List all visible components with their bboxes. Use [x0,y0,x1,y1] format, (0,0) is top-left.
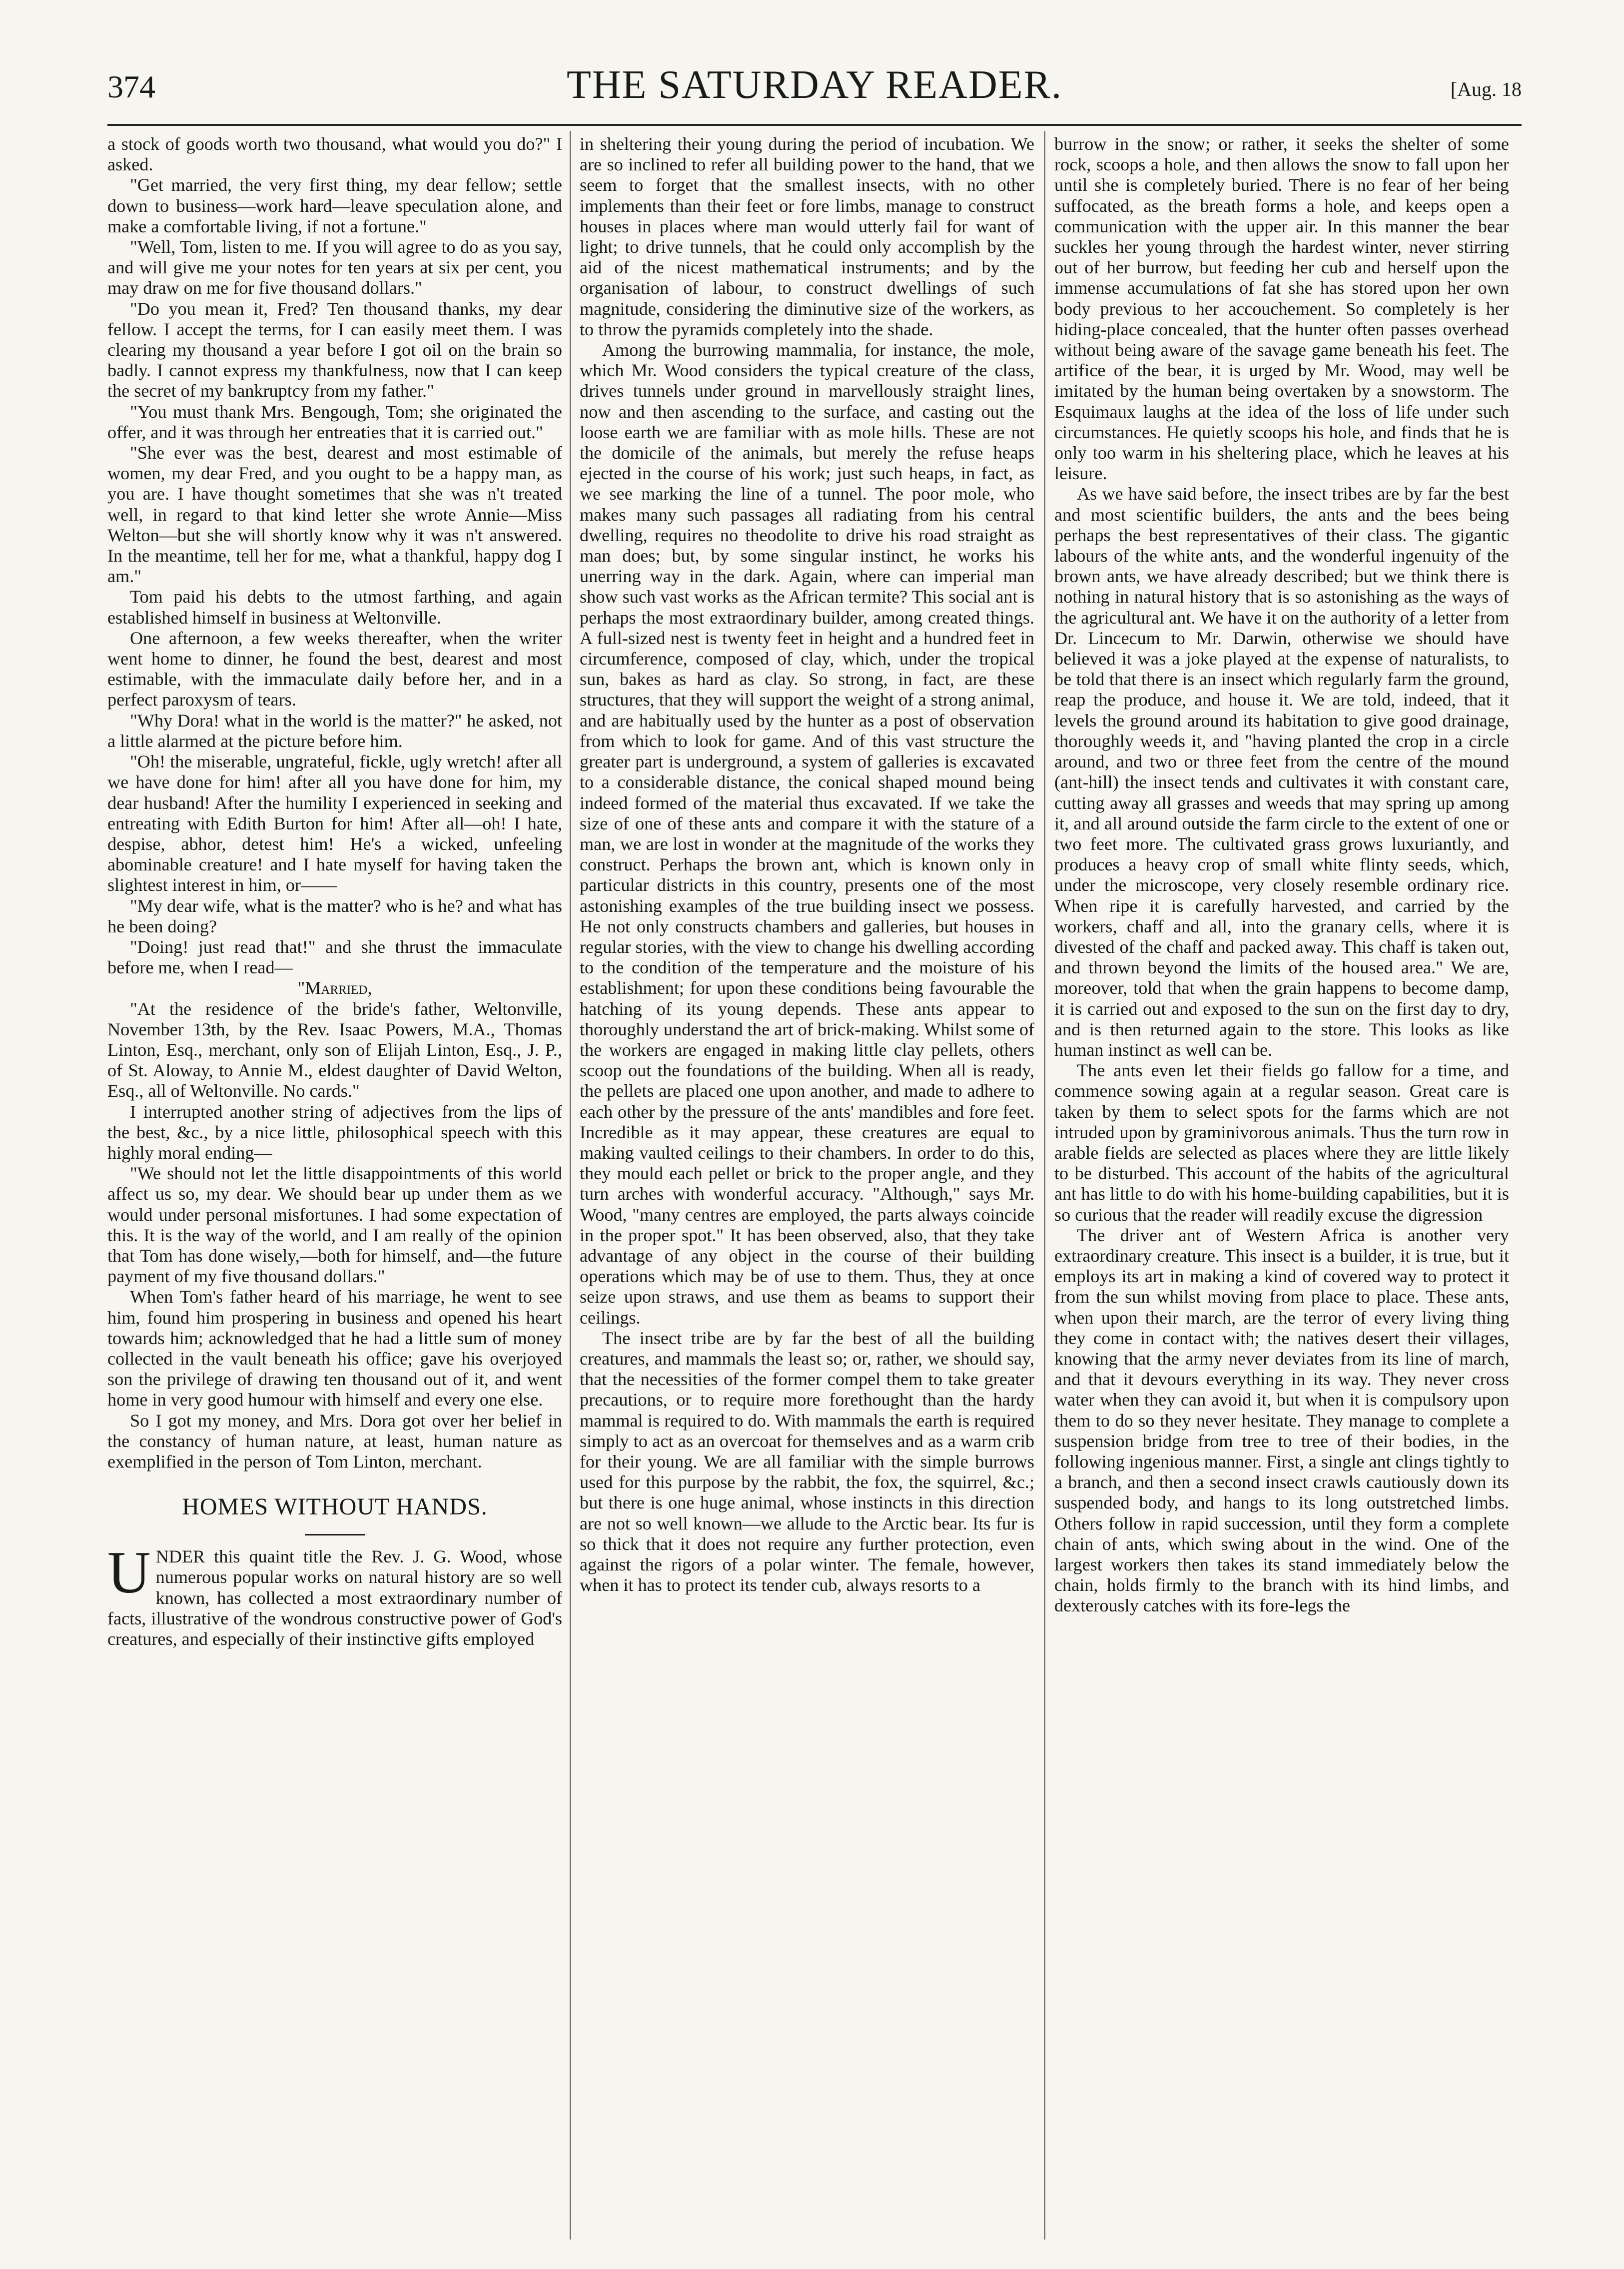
story-paragraph: "Do you mean it, Fred? Ten thousand thanks, my dear fellow. I accept the terms, for I can easily meet them. I was clearing my thousand a year before I got oil on the brain so badly. I cannot express my thankfulness, now that I can keep the secret of my bankruptcy from my father." [107,298,562,401]
story-paragraph: One afternoon, a few weeks thereafter, when the writer went home to dinner, he found the best, dearest and most estimable, with the immaculate daily before her, and in a perfect paroxysm of tears. [107,628,562,710]
article-opening-paragraph [107,1539,562,1649]
article-paragraph: The driver ant of Western Africa is another very extraordinary creature. This insect is a builder, it is true, but it employs its art in making a kind of covered way to protect it from the sun whilst moving from place to place. These ants, when upon their march, are the terror of every living thing they come in contact with; the natives desert their villages, knowing that the army never deviates from its line of march, and that it devours everything in its way. They never cross water when they can avoid it, but when it is compulsory upon them to do so they never hesitate. They manage to complete a suspension bridge from tree to tree of their bodies, in the following ingenious manner. First, a single ant clings tightly to a branch, and then a second insect crawls cautiously down its suspended body, and hangs to its long outstretched limbs. Others follow in rapid succession, until they form a complete chain of ants, which swing about in the wind. One of the largest workers then takes its stand immediately below the chain, holds firmly to the branch with its hind limbs, and dexterously catches with its fore-legs the [1054,1225,1509,1616]
story-paragraph: When Tom's father heard of his marriage, he went to see him, found him prospering in business and opened his heart towards him; acknowledged that he had a little sum of money collected in the vault beneath his office; gave his overjoyed son the privilege of drawing ten thousand out of it, and went home in very good humour with himself and every one else. [107,1287,562,1410]
article-title: HOMES WITHOUT HANDS. [182,1494,488,1520]
story-paragraph: "She ever was the best, dearest and most estimable of women, my dear Fred, and you ought to be a happy man, as you are. I have thought sometimes that she was n't treated well, in regard to that kind letter she wrote Annie—Miss Welton—but she will shortly know why it was n't answered. In the meantime, tell her for me, what a thankful, happy dog I am." [107,443,562,587]
story-paragraph: "Why Dora! what in the world is the matter?" he asked, not a little alarmed at the picture before him. [107,710,562,751]
publication-title: THE SATURDAY READER. [567,63,1062,107]
header-rule [107,124,1522,126]
article-paragraph: The ants even let their fields go fallow for a time, and commence sowing again at a regular season. Great care is taken by them to select spots for the farms which are not intruded upon by graminivorous animals. Thus the turn row in arable fields are selected as places where they are little likely to be disturbed. This account of the habits of the agricultural ant has little to do with his home-building capabilities, but it is so curious that the reader will readily excuse the digression [1054,1060,1509,1225]
column-divider-2 [1044,131,1045,2240]
story-paragraph: "You must thank Mrs. Bengough, Tom; she originated the offer, and it was through her entreaties that it is carried out." [107,401,562,442]
issue-date: [Aug. 18 [1450,78,1522,100]
title-rule [305,1534,365,1535]
article-paragraph: burrow in the snow; or rather, it seeks the shelter of some rock, scoops a hole, and then allows the snow to fall upon her until she is completely buried. There is no fear of her being suffocated, as the breath forms a hole, and keeps open a communication with the upper air. In this manner the bear suckles her young through the hardest winter, never stirring out of her burrow, but feeding her cub and herself upon the immense accumulations of fat she has stored upon her own body previous to her accouchement. So completely is her hiding-place concealed, that the hunter often passes overhead without being aware of the savage game beneath his feet. The artifice of the bear, it is urged by Mr. Wood, may well be imitated by the human being overtaken by a snowstorm. The Esquimaux laughs at the idea of the loss of life under such circumstances. He quietly scoops his hole, and finds that he is only too warm in his sheltering place, which he leaves at his leisure. [1054,134,1509,484]
story-paragraph: "My dear wife, what is the matter? who is he? and what has he been doing? [107,895,562,936]
page-number: 374 [107,69,155,104]
article-paragraph: The insect tribe are by far the best of all the building creatures, and mammals the least so; or, rather, we should say, that the necessities of the former compel them to take greater precautions, or to require more forethought than the hardy mammal is required to do. With mammals the earth is required simply to act as an overcoat for themselves and as a warm crib for their young. We are all familiar with the simple burrows used for this purpose by the rabbit, the fox, the squirrel, &c.; but there is one huge animal, whose instincts in this direction are not so well known—we allude to the Arctic bear. Its fur is so thick that it does not require any further protection, even against the rigors of a polar winter. The female, however, when it has to protect its tender cub, always resorts to a [580,1328,1034,1595]
column-divider-1 [570,131,571,2240]
story-paragraph: a stock of goods worth two thousand, what would you do?" I asked. [107,134,562,175]
story-paragraph: I interrupted another string of adjectives from the lips of the best, &c., by a nice little, philosophical speech with this highly moral ending— [107,1101,562,1163]
story-paragraph: Tom paid his debts to the utmost farthing, and again established himself in business at Weltonville. [107,587,562,628]
column-3 [1054,134,1509,2245]
story-paragraph: "Oh! the miserable, ungrateful, fickle, ugly wretch! after all we have done for him! after all you have done for him, my dear husband! After the humility I experienced in seeking and entreating with Edith Burton for him! After all—oh! I hate, despise, abhor, detest him! He's a wicked, unfeeling abominable creature! and I hate myself for having taken the slightest interest in him, or—— [107,752,562,895]
column-2 [580,134,1034,2245]
story-paragraph: So I got my money, and Mrs. Dora got over her belief in the constancy of human nature, at least, human nature as exemplified in the person of Tom Linton, merchant. [107,1410,562,1472]
story-paragraph: "Doing! just read that!" and she thrust the immaculate before me, when I read— [107,936,562,978]
article-paragraph: in sheltering their young during the period of incubation. We are so inclined to refer all building power to the hand, that we seem to forget that the smallest insects, with no other implements than their feet or fore limbs, manage to construct houses in places where man would utterly fail for want of light; to drive tunnels, that he could only accomplish by the aid of the nicest mathematical instruments; and by the organisation of labour, to construct dwellings of such magnitude, considering the diminutive size of the workers, as to throw the pyramids completely into the shade. [580,134,1034,339]
story-paragraph: "We should not let the little disappointments of this world affect us so, my dear. We should bear up under them as we would under personal misfortunes. I had some expectation of this. It is the way of the world, and I am really of the opinion that Tom has done wisely,—both for himself, and—the future payment of my five thousand dollars." [107,1163,562,1287]
story-paragraph: "Well, Tom, listen to me. If you will agree to do as you say, and will give me your notes for ten years at six per cent, you may draw on me for five thousand dollars." [107,237,562,298]
drop-cap: U [107,1539,151,1606]
story-paragraph: "Get married, the very first thing, my dear fellow; settle down to business—work hard—leave speculation alone, and make a comfortable living, if not a fortune." [107,175,562,236]
opening-text: NDER this quaint title the Rev. J. G. Wood, whose numerous popular works on natural history are so well known, has collected a most extraordinary number of facts, illustrative of the wondrous constructive power of God's creatures, and especially of their instinctive gifts employed [107,1546,562,1649]
marriage-notice: "At the residence of the bride's father, Weltonville, November 13th, by the Rev. Isaac Powers, M.A., Thomas Linton, Esq., merchant, only son of Elijah Linton, Esq., J. P., of St. Aloway, to Annie M., eldest daughter of David Welton, Esq., all of Weltonville. No cards." [107,998,562,1101]
article-paragraph: As we have said before, the insect tribes are by far the best and most scientific builders, the ants and the bees being perhaps the best representatives of their class. The gigantic labours of the white ants, and the wonderful ingenuity of the brown ants, we have already described; but we think there is nothing in natural history that is so astonishing as the ways of the agricultural ant. We have it on the authority of a letter from Dr. Lincecum to Mr. Darwin, otherwise we should have believed it was a joke played at the expense of naturalists, to be told that there is an insect which regularly farm the ground, reap the produce, and house it. We are told, indeed, that it levels the ground around its habitation to give good drainage, thoroughly weeds it, and "having planted the crop in a circle around, and two or three feet from the centre of the mound (ant-hill) the insect tends and cultivates it with constant care, cutting away all grasses and weeds that may spring up among it, and all around outside the farm circle to the extent of one or two feet more. The cultivated grass grows luxuriantly, and produces a heavy crop of small white flinty seeds, which, under the microscope, very closely resemble ordinary rice. When ripe it is carefully harvested, and carried by the workers, chaff and all, into the granary cells, where it is divested of the chaff and packed away. This chaff is taken out, and thrown beyond the limits of the housed area." We are, moreover, told that when the grain happens to become damp, it is carried out and exposed to the sun on the first day to dry, and is then returned again to the store. This looks as like human instinct as well can be. [1054,484,1509,1060]
page-header [107,62,1522,117]
column-1 [107,134,562,2245]
article-paragraph: Among the burrowing mammalia, for instance, the mole, which Mr. Wood considers the typical creature of the class, drives tunnels under ground in marvellously straight lines, now and then ascending to the surface, and casting out the loose earth we are familiar with as mole hills. These are not the domicile of the animals, but merely the refuse heaps ejected in the course of his work; just such heaps, in fact, as we see marking the line of a tunnel. The poor mole, who makes many such passages all radiating from his central dwelling, requires no theodolite to drive his road straight as man does; but, by some singular instinct, he works his unerring way in the dark. Again, where can imperial man show such vast works as the African termite? This social ant is perhaps the most extraordinary builder, among created things. A full-sized nest is twenty feet in height and a hundred feet in circumference, composed of clay, which, under the tropical sun, bakes as hard as clay. So strong, in fact, are these structures, that they will support the weight of a strong animal, and are habitually used by the hunter as a post of observation from which to look for game. And of this vast structure the greater part is underground, a system of galleries is excavated to a considerable distance, the conical shaped mound being indeed formed of the material thus excavated. If we take the size of one of these ants and compare it with the stature of a man, we are lost in wonder at the magnitude of the works they construct. Perhaps the brown ant, which is known only in particular districts in this country, presents one of the most astonishing examples of the true building insect we possess. He not only constructs chambers and galleries, but houses in regular stories, with the view to change his dwelling according to the condition of the temperature and the moisture of his establishment; for upon these conditions being favourable the hatching of its young depends. These ants appear to thoroughly understand the art of brick-making. Whilst some of the workers are engaged in making little clay pellets, others scoop out the foundations of the building. When all is ready, the pellets are placed one upon another, and made to adhere to each other by the pressure of the ants' mandibles and fore feet. Incredible as it may appear, these creatures are equal to making vaulted ceilings to their chambers. In order to do this, they mould each pellet or brick to the proper angle, and they turn arches with wonderful accuracy. "Although," says Mr. Wood, "many centres are employed, the parts always coincide in the proper spot." It has been observed, also, that they take advantage of any object in the course of their building operations which may be of use to them. Thus, they at once seize upon straws, and use them as beams to support their ceilings. [580,340,1034,1328]
marriage-notice-heading: "Married, [297,978,372,998]
